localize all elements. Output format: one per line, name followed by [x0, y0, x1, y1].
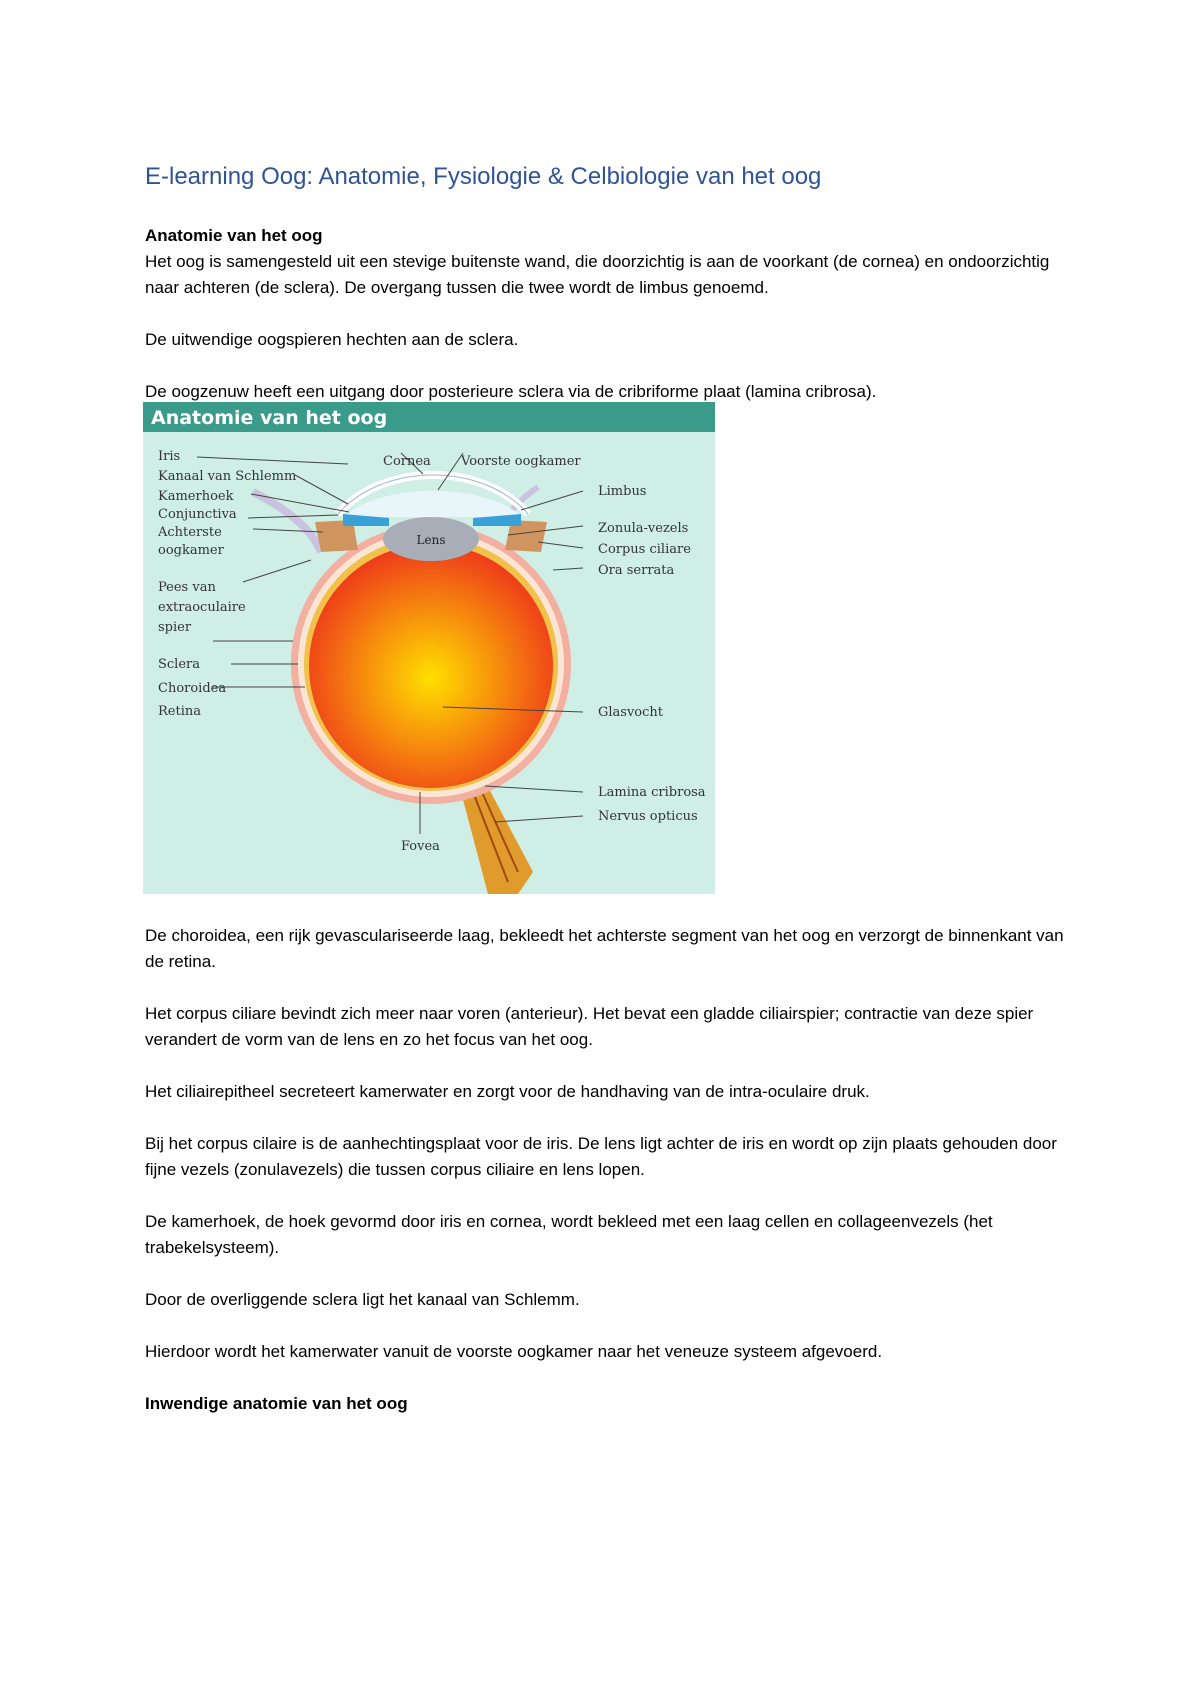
label-pees-van: Pees van	[158, 580, 216, 595]
label-kamerhoek: Kamerhoek	[158, 489, 234, 504]
label-zonula-vezels: Zonula-vezels	[598, 521, 689, 536]
paragraph-kamerwater: Hierdoor wordt het kamerwater vanuit de voorste oogkamer naar het veneuze systeem afgevoerd.	[145, 1342, 883, 1361]
label-lamina-cribrosa: Lamina cribrosa	[598, 785, 706, 800]
label-cornea: Cornea	[383, 454, 431, 469]
paragraph-schlemm: Door de overliggende sclera ligt het kanaal van Schlemm.	[145, 1290, 580, 1309]
label-glasvocht: Glasvocht	[598, 705, 664, 720]
section-heading-inwendige: Inwendige anatomie van het oog	[145, 1394, 408, 1413]
label-retina: Retina	[158, 704, 201, 719]
label-limbus: Limbus	[598, 484, 647, 499]
paragraph-wand: Het oog is samengesteld uit een stevige buitenste wand, die doorzichtig is aan de voorkant (de cornea) en ondoorzichtig naar achteren (de sclera). De overgang tussen die twee wordt de limbus genoemd.	[145, 252, 1050, 297]
eye-diagram	[143, 402, 715, 894]
label-choroidea: Choroidea	[158, 681, 227, 696]
eye-anatomy-figure	[143, 402, 715, 894]
paragraph-kamerhoek: De kamerhoek, de hoek gevormd door iris en cornea, wordt bekleed met een laag cellen en collageenvezels (het trabekelsysteem).	[145, 1212, 993, 1257]
document-title: E-learning Oog: Anatomie, Fysiologie & Celbiologie van het oog	[145, 163, 822, 190]
label-nervus-opticus: Nervus opticus	[598, 809, 698, 824]
paragraph-choroidea: De choroidea, een rijk gevasculariseerde laag, bekleedt het achterste segment van het oog en verzorgt de binnenkant van de retina.	[145, 926, 1064, 971]
paragraph-iris-lens: Bij het corpus cilaire is de aanhechtingsplaat voor de iris. De lens ligt achter de iris en wordt op zijn plaats gehouden door fijne vezels (zonulavezels) die tussen corpus ciliaire en lens lopen.	[145, 1134, 1057, 1179]
label-iris: Iris	[158, 449, 181, 464]
lens-label: Lens	[416, 533, 446, 547]
label-conjunctiva: Conjunctiva	[158, 507, 237, 522]
paragraph-oogspieren: De uitwendige oogspieren hechten aan de sclera.	[145, 330, 519, 349]
label-sclera: Sclera	[158, 657, 201, 672]
label-oogkamer: oogkamer	[158, 543, 224, 558]
paragraph-ciliairepitheel: Het ciliairepitheel secreteert kamerwater en zorgt voor de handhaving van de intra-oculaire druk.	[145, 1082, 870, 1101]
figure-title: Anatomie van het oog	[151, 407, 388, 429]
label-fovea: Fovea	[401, 839, 440, 854]
label-achterste: Achterste	[158, 525, 222, 540]
paragraph-corpus-ciliare: Het corpus ciliare bevindt zich meer naar voren (anterieur). Het bevat een gladde ciliairspier; contractie van deze spier verandert de vorm van de lens en zo het focus van het oog.	[145, 1004, 1034, 1049]
vitreous-body	[309, 544, 553, 788]
section-heading-anatomie: Anatomie van het oog	[145, 226, 323, 245]
label-corpus-ciliare: Corpus ciliare	[598, 542, 691, 557]
label-extraoculaire: extraoculaire	[158, 600, 246, 615]
label-kanaal-van-schlemm: Kanaal van Schlemm	[158, 469, 297, 484]
label-voorste-oogkamer: Voorste oogkamer	[461, 454, 581, 469]
label-spier: spier	[158, 620, 192, 635]
paragraph-oogzenuw: De oogzenuw heeft een uitgang door posterieure sclera via de cribriforme plaat (lamina cribrosa).	[145, 382, 877, 401]
label-ora-serrata: Ora serrata	[598, 563, 675, 578]
